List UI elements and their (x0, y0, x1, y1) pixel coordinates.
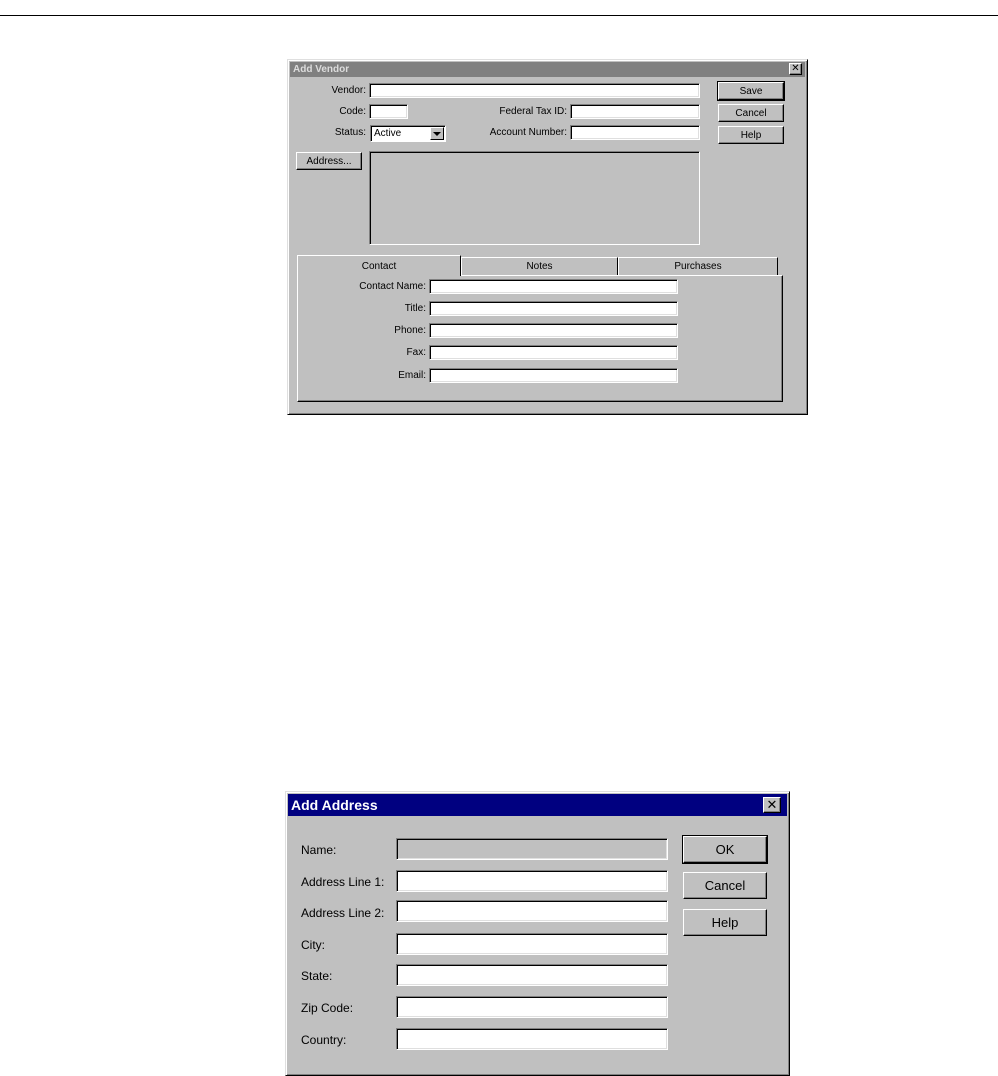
address-line-2-input[interactable] (396, 900, 668, 922)
add-address-titlebar[interactable] (288, 794, 787, 816)
zip-code-label: Zip Code: (301, 1001, 354, 1015)
address-button[interactable]: Address... (296, 152, 362, 170)
contact-name-label: Contact Name: (359, 281, 426, 292)
name-label: Name: (301, 843, 337, 857)
page-top-rule (0, 15, 998, 16)
ok-button[interactable]: OK (683, 836, 767, 863)
zip-code-input[interactable] (396, 996, 668, 1018)
account-number-label: Account Number: (489, 127, 567, 138)
save-button[interactable]: Save (718, 82, 784, 100)
city-input[interactable] (396, 933, 668, 955)
code-input[interactable] (369, 104, 408, 119)
title-label: Title: (404, 303, 426, 314)
status-label: Status: (334, 127, 366, 138)
federal-tax-id-label: Federal Tax ID: (499, 106, 567, 117)
status-value: Active (374, 128, 402, 139)
name-input (396, 838, 668, 860)
email-input[interactable] (429, 368, 678, 383)
cancel-button[interactable]: Cancel (683, 872, 767, 899)
country-label: Country: (301, 1033, 347, 1047)
address-line-1-input[interactable] (396, 870, 668, 892)
email-label: Email: (398, 370, 426, 381)
contact-name-input[interactable] (429, 279, 678, 294)
close-icon[interactable]: ✕ (763, 797, 781, 813)
tab-contact[interactable]: Contact (297, 255, 461, 276)
state-input[interactable] (396, 964, 668, 986)
add-vendor-title: Add Vendor (293, 64, 350, 75)
dropdown-arrow-icon[interactable] (430, 127, 444, 140)
add-vendor-titlebar[interactable] (290, 62, 805, 77)
phone-input[interactable] (429, 323, 678, 338)
address-line-1-label: Address Line 1: (301, 875, 385, 889)
phone-label: Phone: (394, 325, 426, 336)
title-input[interactable] (429, 301, 678, 316)
address-line-2-label: Address Line 2: (301, 906, 385, 920)
status-select[interactable] (370, 125, 446, 142)
add-address-dialog (285, 791, 790, 1076)
vendor-label: Vendor: (331, 85, 366, 96)
city-label: City: (301, 938, 325, 952)
country-input[interactable] (396, 1028, 668, 1050)
add-vendor-dialog (287, 59, 808, 415)
add-address-title: Add Address (291, 797, 378, 813)
cancel-button[interactable]: Cancel (718, 104, 784, 122)
state-label: State: (301, 969, 333, 983)
fax-input[interactable] (429, 345, 678, 360)
fax-label: Fax: (406, 347, 426, 358)
federal-tax-id-input[interactable] (570, 104, 700, 119)
address-display (369, 151, 700, 245)
help-button[interactable]: Help (683, 909, 767, 936)
code-label: Code: (339, 106, 366, 117)
vendor-input[interactable] (369, 83, 700, 98)
help-button[interactable]: Help (718, 126, 784, 144)
tab-purchases[interactable]: Purchases (618, 257, 778, 275)
close-icon[interactable]: ✕ (789, 63, 802, 75)
account-number-input[interactable] (570, 125, 700, 140)
tab-notes[interactable]: Notes (461, 257, 618, 275)
